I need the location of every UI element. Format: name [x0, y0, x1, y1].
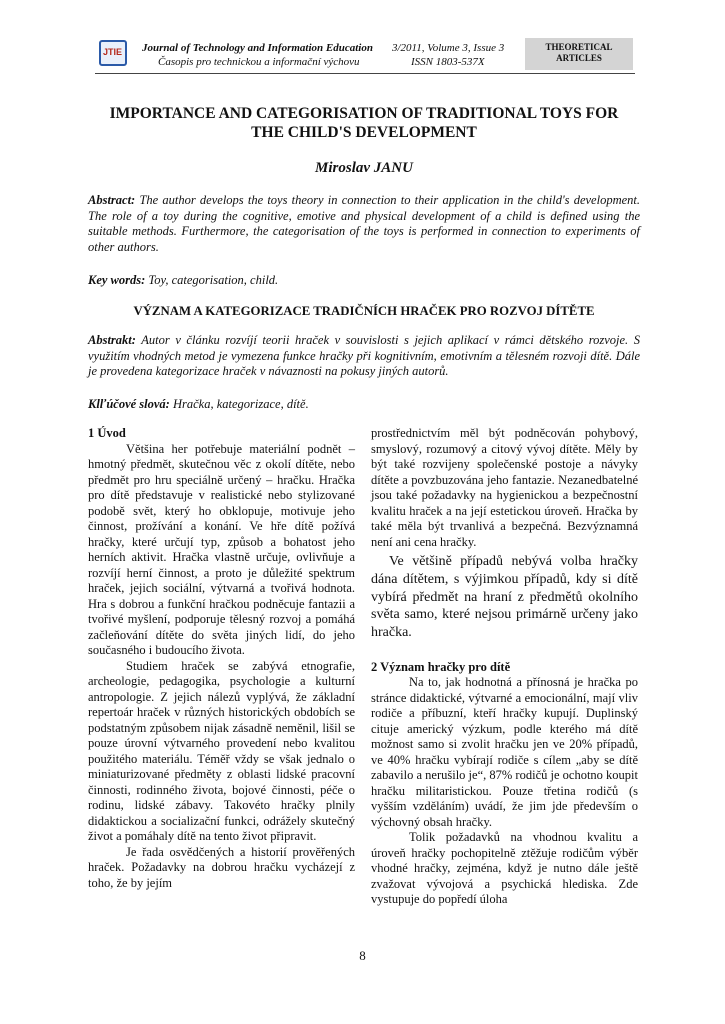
keywords-en — [88, 273, 640, 289]
header-divider — [95, 73, 635, 74]
page-number: 8 — [359, 948, 366, 963]
keywords-cz — [88, 397, 640, 413]
author: Miroslav JANU — [315, 160, 413, 176]
paragraph: Studiem hraček se zabývá etnografie, archeologie, pedagogika, psychologie a kulturní antropologie. Z jejich nálezů vyplývá, že základní repertoár hraček v různých historických obdobích se podstatným způsobem nijak zásadně neměnil, lišil se pouze úrovní výtvarného provedení nebo kvalitou použitého materiálu. Téměř vždy se však jednalo o miniaturizované předměty z oblasti lidské pracovní činnosti, rodinného života, bojové činnosti, péče o rodinu, lidské zábavy. Takovéto hračky plnily didaktickou a socializační funkci, odrážely skutečný život a pomáhaly dítě na tento život připravit. — [88, 658, 355, 843]
abstract-cz — [88, 333, 640, 380]
section-line1: THEORETICAL — [545, 42, 613, 52]
paragraph: Tolik požadavků na vhodnou kvalitu a úroveň hračky pochopitelně ztěžuje rodičům výběr vhodné hračky, zejména, když je nutno dále ještě zvažovat vývojová a psychická hlediska. Zde vystupuje do popředí úloha — [371, 830, 638, 907]
paragraph: Je řada osvědčených a historií prověřených hraček. Požadavky na dobrou hračku vycházejí z toho, že by jejím — [88, 844, 355, 890]
paragraph: Většina her potřebuje materiální podnět – hmotný předmět, skutečnou věc z okolí dítěte, nebo předmět pro hru speciálně určený – hračku. Hračka pro dítě představuje v realistické nebo stylizované podobě svět, který ho obklopuje, motivuje jeho činnost, prožívání a konání. Ve hře dítě požívá hračky, které určují typ, způsob a bohatost jeho herních aktivit. Hračka vlastně určuje, ovlivňuje a rozvíjí herní činnost, a proto je důležité spektrum hraček, jejich sociální, výtvarná a tvořivá hodnota. Hra s dobrou a funkční hračkou podněcuje fantazii a tvořivé myšlení, podporuje tělesný rozvoj a pomáhá začleňování dítěte do světa jiných lidí, do jeho současného i budoucího života. — [88, 441, 355, 657]
abstract-cz-label: Abstrakt: — [88, 333, 136, 347]
paragraph: prostřednictvím měl být podněcován pohybový, smyslový, rozumový a citový vývoj dítěte. Měly by být také rozvijeny společenské postoje a návyky dítěte a povzbuzována jeho fantazie. Nezanedbatelné jsou také požadavky na hygienickou a bezpečnostní kvalitu hraček a na její estetickou úroveň. Hračka by také měla být trvanlivá a bezpečná. Bezvýznamná není ani cena hračky. — [371, 426, 638, 549]
paper-title — [88, 104, 640, 142]
logo-text: JTIE — [103, 47, 123, 57]
section-line2: ARTICLES — [556, 53, 602, 63]
journal-header — [95, 38, 635, 72]
abstract-en — [88, 193, 640, 255]
section-2-heading: 2 Význam hračky pro dítě — [371, 659, 511, 674]
keywords-cz-label: Klľúčové slová: — [88, 397, 170, 411]
paragraph: Ve většině případů nebývá volba hračky dána dítětem, s výjimkou případů, kdy si dítě vybírá předmět na hraní z předmětů okolního světa samo, které nejsou primárně určeny jako hračka. — [371, 554, 638, 641]
left-column — [88, 426, 355, 891]
abstract-en-label: Abstract: — [88, 193, 136, 207]
volume-info: 3/2011, Volume 3, Issue 3 — [392, 42, 505, 54]
title-line2: THE CHILD'S DEVELOPMENT — [251, 124, 477, 141]
abstract-en-text: The author develops the toys theory in connection to their application in the child's development. The role of a toy during the cognitive, emotive and physical development of a child is defined using the suitable methods. Furthermore, the categorisation of the toys is performed in connection to experiments of other authors. — [88, 193, 641, 254]
title-cz: VÝZNAM A KATEGORIZACE TRADIČNÍCH HRAČEK PRO ROZVOJ DÍTĚTE — [133, 304, 595, 318]
abstract-cz-text: Autor v článku rozvíjí teorii hraček v souvislosti s jejich aplikací v rámci dětského rozvoje. S využitím vhodných metod je vymezena funkce hračky při kognitivním, emotivním a tělesném rozvoji dítě. Dále je provedena kategorizace hraček v návaznosti na pokusy jiných autorů. — [88, 333, 640, 378]
title-line1: IMPORTANCE AND CATEGORISATION OF TRADITIONAL TOYS FOR — [109, 105, 619, 122]
journal-name-en: Journal of Technology and Information Education — [142, 42, 373, 54]
keywords-cz-text: Hračka, kategorizace, dítě. — [172, 397, 309, 411]
right-column — [371, 426, 638, 908]
journal-name-cz: Časopis pro technickou a informační výchovu — [158, 56, 360, 68]
journal-logo — [99, 40, 127, 66]
paragraph: Na to, jak hodnotná a přínosná je hračka po stránce didaktické, výtvarné a emocionální, mají vliv rodiče a příbuzní, kteří hračky kupují. Duplinský cituje americký výzkum, podle kterého má dítě možnost samo si zvolit hračku jen ve 20% případů, ve 40% hračku vybírají rodiče s cílem „aby se dítě zabavilo a nerušilo je“, 87% rodičů je ochotno koupit hračku militaristickou. Pouze třetina rodičů (s vyšším vzděláním) uvádí, že jim jde především o výchovný obsah hračky. — [371, 675, 638, 829]
section-badge — [525, 38, 633, 70]
keywords-en-text: Toy, categorisation, child. — [148, 273, 279, 287]
issn: ISSN 1803-537X — [411, 56, 485, 68]
keywords-en-label: Key words: — [88, 273, 146, 287]
section-1-heading: 1 Úvod — [88, 426, 126, 440]
